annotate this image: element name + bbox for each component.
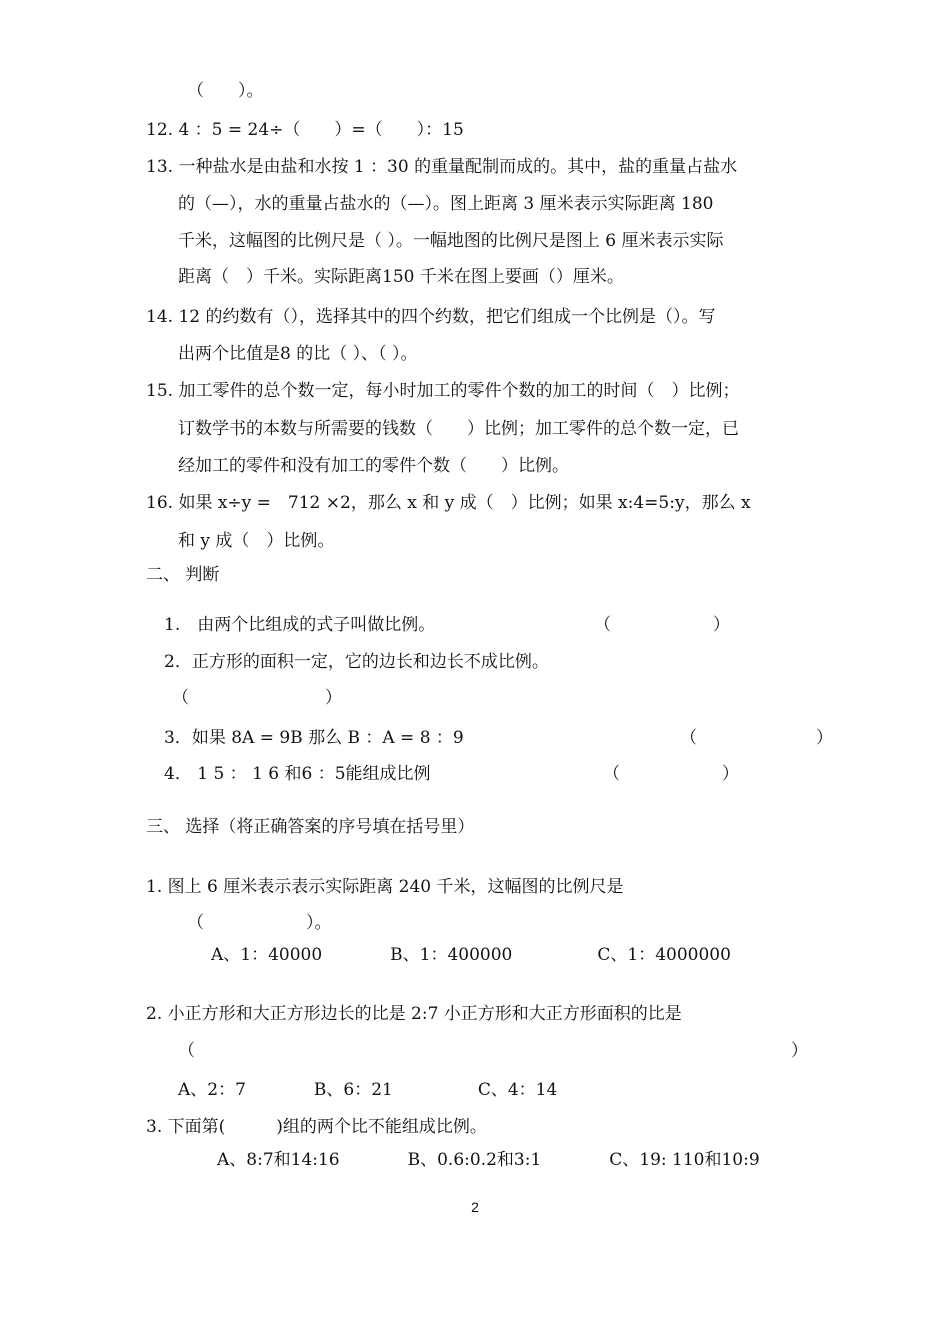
section-heading-judge: 二、 判断 [146,565,220,585]
section-heading-choice: 三、 选择（将正确答案的序号填在括号里） [146,817,475,837]
judge-item-4-bracket: （ ） [603,764,739,784]
judge-item-4-text: 4． 1 5 ： 1 6 和6 ：5能组成比例 [164,764,431,784]
fill-line-continuation: （ ）。 [187,81,264,101]
choice-question-2-options: A、2：7 B、6：21 C、4：14 [178,1080,558,1100]
question-13-line-1: 13. 一种盐水是由盐和水按 1 ：30 的重量配制而成的。其中，盐的重量占盐水 [146,157,738,177]
question-15-line-1: 15. 加工零件的总个数一定，每小时加工的零件个数的加工的时间（ ）比例； [146,381,740,401]
question-15-line-2: 订数学书的本数与所需要的钱数（ ）比例；加工零件的总个数一定，已 [178,419,739,439]
question-15-line-3: 经加工的零件和没有加工的零件个数（ ）比例。 [178,456,569,476]
judge-item-3-text: 3．如果 8A = 9B 那么 B ：A = 8 ：9 [164,728,464,748]
choice-question-2-bracket-open: （ [178,1041,195,1061]
choice-question-3-line-1: 3. 下面第( )组的两个比不能组成比例。 [146,1117,487,1137]
question-16-line-1: 16. 如果 x÷y = 712 ×2，那么 x 和 y 成（ ）比例；如果 x:4=5:y，那么 x [146,493,751,513]
choice-question-1-line-1: 1. 图上 6 厘米表示表示实际距离 240 千米，这幅图的比例尺是 [146,877,624,897]
question-14-line-2: 出两个比值是8 的比（ ）、（ ）。 [178,344,418,364]
judge-item-1-text: 1. 由两个比组成的式子叫做比例。 [164,615,436,635]
question-16-line-2: 和 y 成（ ）比例。 [178,531,335,551]
question-13-line-2: 的（—），水的重量占盐水的（—）。图上距离 3 厘米表示实际距离 180 [178,194,714,214]
choice-question-3-options: A、8:7和14:16 B、0.6:0.2和3:1 C、19: 110和10:9 [217,1150,760,1170]
choice-question-2-bracket-close: ） [791,1041,808,1061]
judge-item-2-bracket: （ ） [172,688,342,708]
judge-item-3-bracket: （ ） [680,728,833,748]
choice-question-2-line-1: 2. 小正方形和大正方形边长的比是 2:7 小正方形和大正方形面积的比是 [146,1004,682,1024]
page-number: 2 [471,1199,479,1215]
question-12: 12. 4 ：5 = 24÷（ ）=（ ）：15 [146,120,464,140]
choice-question-1-line-2: （ ）。 [187,913,332,933]
judge-item-1-bracket: （ ） [594,615,730,635]
question-14-line-1: 14. 12 的约数有（），选择其中的四个约数，把它们组成一个比例是（）。写 [146,307,716,327]
question-13-line-3: 千米，这幅图的比例尺是（ ）。一幅地图的比例尺是图上 6 厘米表示实际 [178,231,724,251]
choice-question-1-options: A、1：40000 B、1：400000 C、1：4000000 [211,945,731,965]
judge-item-2-text: 2．正方形的面积一定，它的边长和边长不成比例。 [164,652,549,672]
question-13-line-4: 距离（ ）千米。实际距离150 千米在图上要画（）厘米。 [178,267,624,287]
